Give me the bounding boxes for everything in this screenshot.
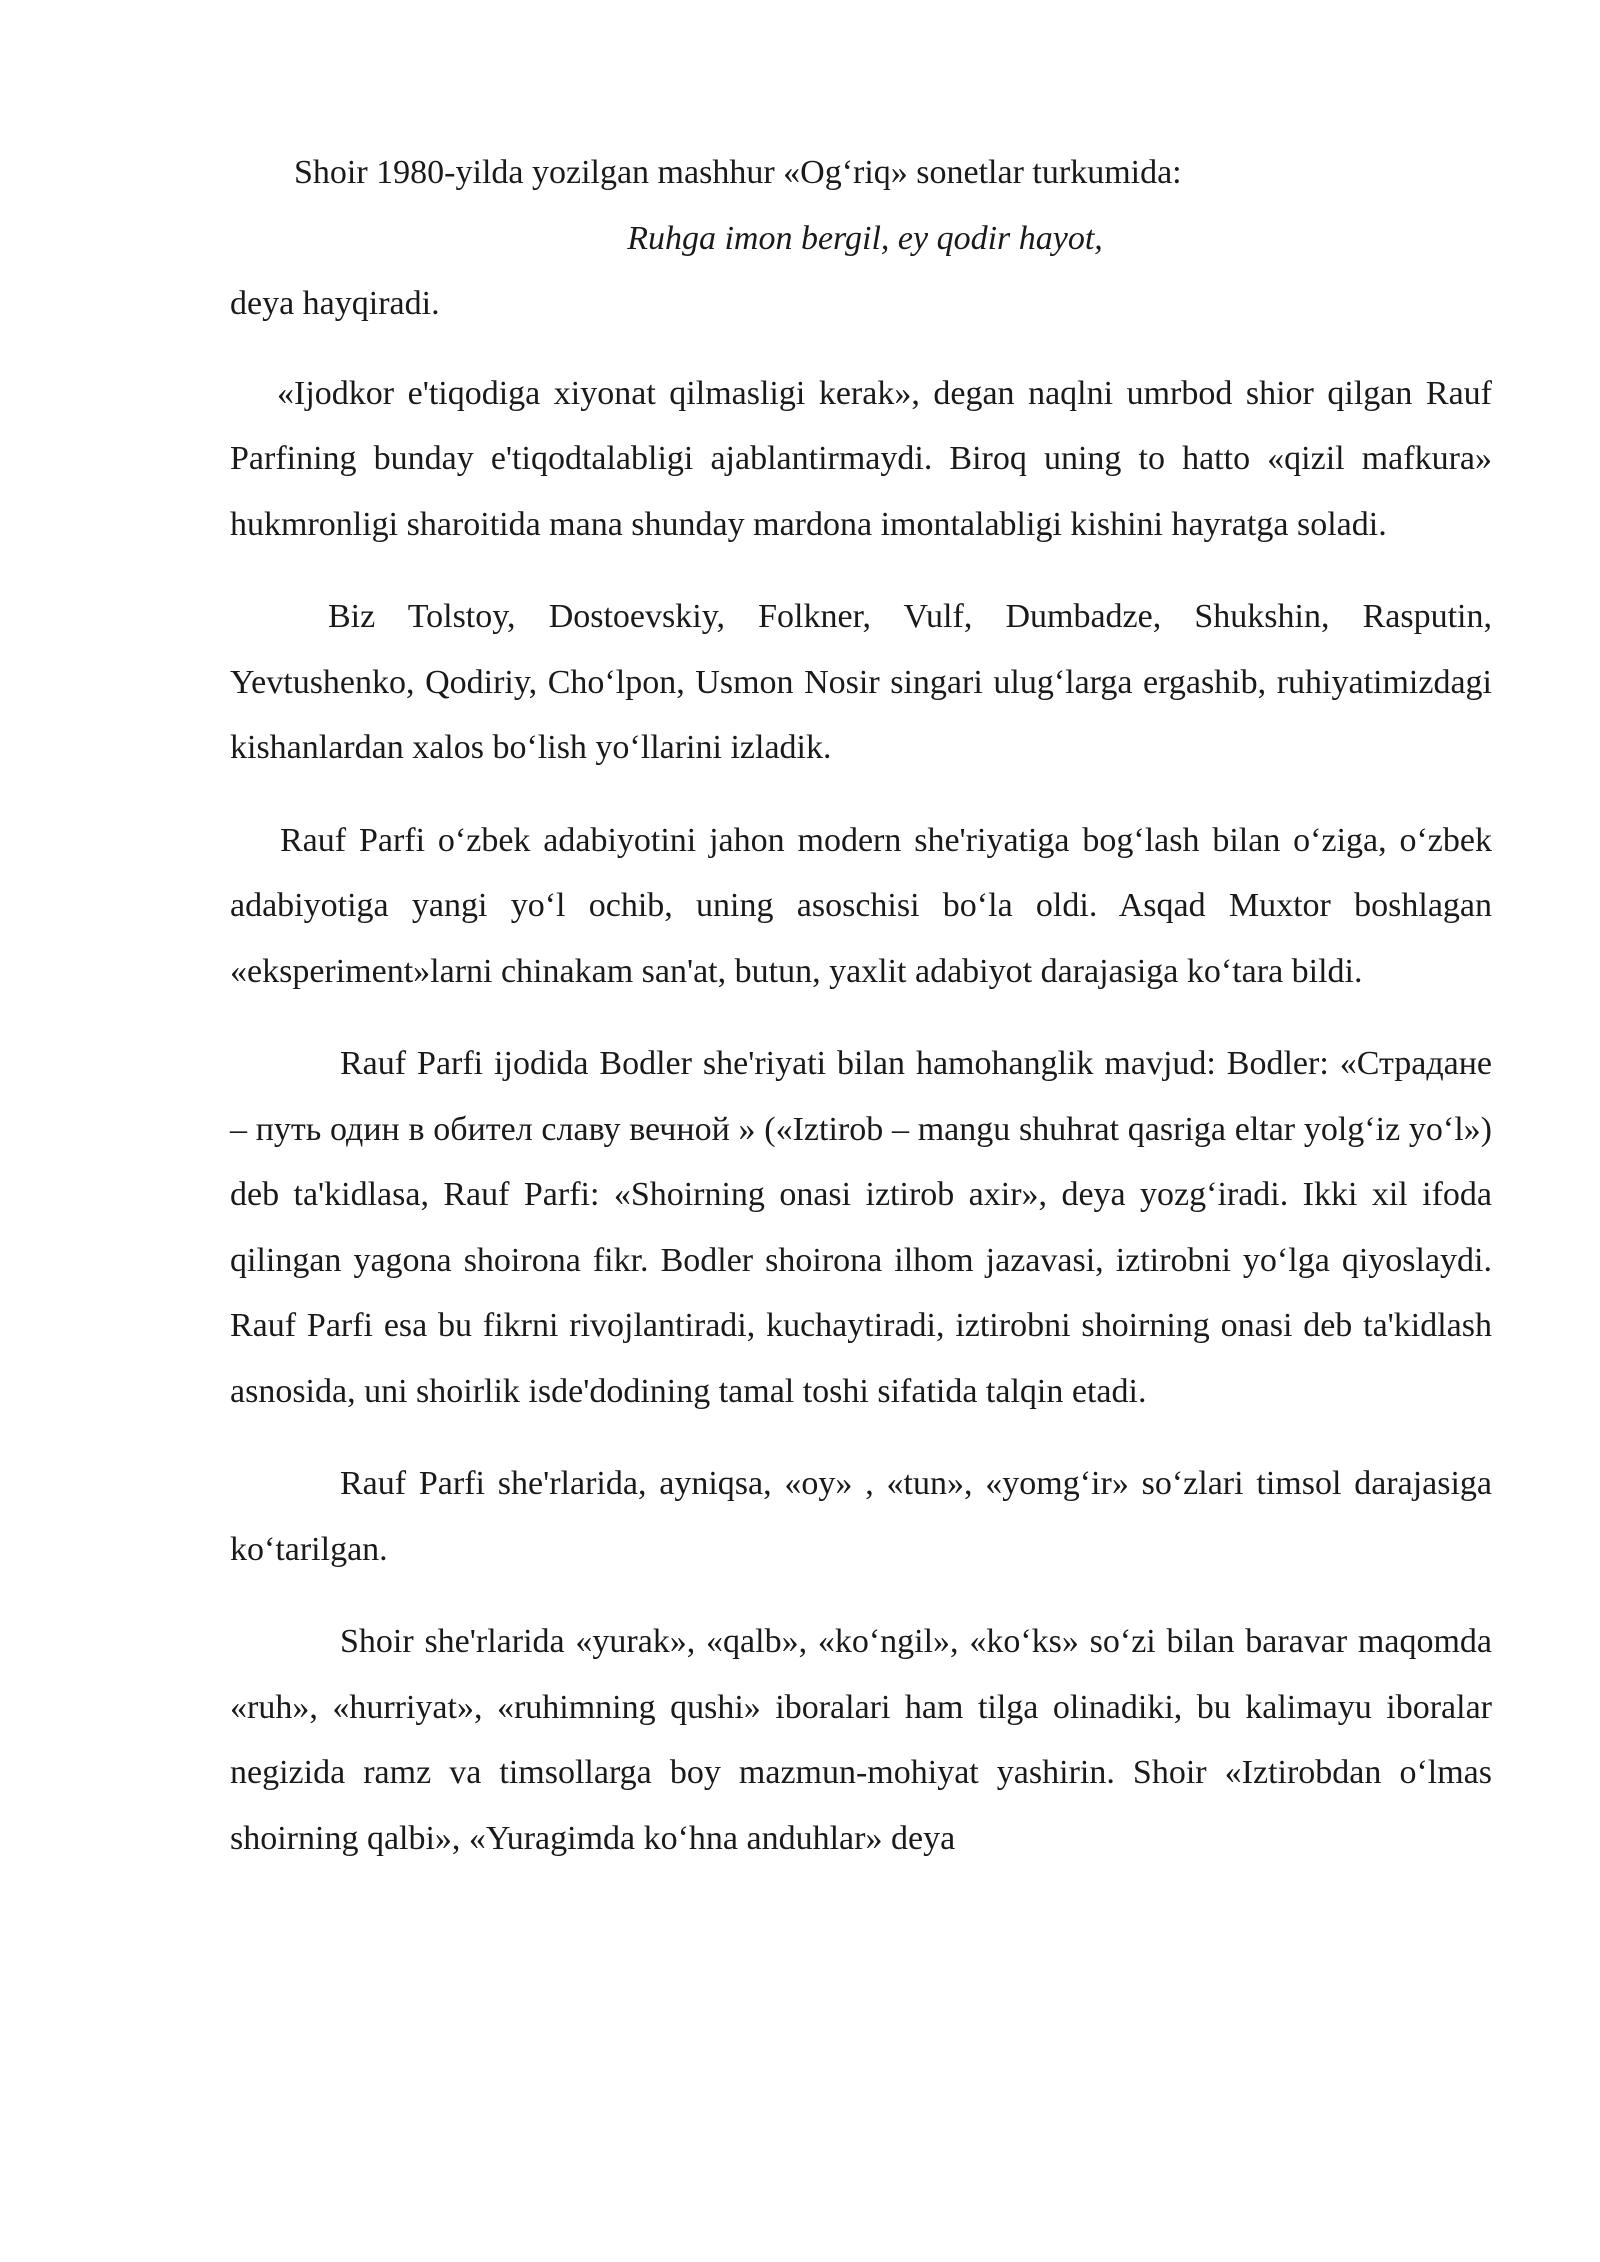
paragraph-gap xyxy=(230,1582,1492,1609)
paragraph-heart: Shoir she'rlarida «yurak», «qalb», «ko‘ngil», «ko‘ks» so‘zi bilan baravar maqomda «ruh», «hurriyat», «ruhimning qushi» iboralari ham tilga olinadiki, bu kalimayu iboralar negizida ramz va timsollarga boy mazmun-mohiyat yashirin. Shoir «Iztirobdan o‘lmas shoirning qalbi», «Yuragimda ko‘hna anduhlar» deya xyxy=(230,1623,1492,1857)
paragraph-symbols: Rauf Parfi she'rlarida, ayniqsa, «oy» , «tun», «yomg‘ir» so‘zlari timsol darajasiga ko‘tarilgan. xyxy=(230,1465,1492,1568)
paragraph-bodler: Rauf Parfi ijodida Bodler she'riyati bilan hamohanglik mavjud: Bodler: «Страдане – путь один в обител славу вечной » («Iztirob – mangu shuhrat qasriga eltar yolg‘iz yo‘l») deb ta'kidlasa, Rauf Parfi: «Shoirning onasi iztirob axir», deya yozg‘iradi. Ikki xil ifoda qilingan yagona shoirona fikr. Bodler shoirona ilhom jazavasi, iztirobni yo‘lga qiyoslaydi. Rauf Parfi esa bu fikrni rivojlantiradi, kuchaytiradi, iztirobni shoirning onasi deb ta'kidlash asnosida, uni shoirlik isde'dodining tamal toshi sifatida talqin etadi. xyxy=(230,1045,1492,1410)
epigraph-quote: Ruhga imon bergil, ey qodir hayot, xyxy=(627,219,1103,257)
paragraph-gap xyxy=(230,781,1492,808)
paragraph-gap xyxy=(230,557,1492,584)
paragraph-gap xyxy=(230,1424,1492,1451)
paragraph-ijodkor: «Ijodkor e'tiqodiga xiyonat qilmasligi kerak», degan naqlni umrbod shior qilgan Rauf Parfining bunday e'tiqodtalabligi ajablantirmaydi. Biroq uning to hatto «qizil mafkura» hukmronligi sharoitida mana shunday mardona imontalabligi kishini hayratga soladi. xyxy=(230,374,1492,543)
paragraph-modern-poetry: Rauf Parfi o‘zbek adabiyotini jahon modern she'riyatiga bog‘lash bilan o‘ziga, o‘zbek adabiyotiga yangi yo‘l ochib, uning asoschisi bo‘la oldi. Asqad Muxtor boshlagan «eksperiment»larni chinakam san'at, butun, yaxlit adabiyot darajasiga ko‘tara bildi. xyxy=(230,821,1492,990)
document-body xyxy=(230,140,1492,1871)
paragraph-gap xyxy=(230,337,1492,361)
paragraph-gap xyxy=(230,1004,1492,1031)
paragraph-intro: Shoir 1980-yilda yozilgan mashhur «Og‘riq» sonetlar turkumida: xyxy=(294,154,1182,191)
paragraph-continuation: deya hayqiradi. xyxy=(230,285,440,322)
paragraph-writers: Biz Tolstoy, Dostoevskiy, Folkner, Vulf, Dumbadze, Shukshin, Rasputin, Yevtushenko, Qodiriy, Cho‘lpon, Usmon Nosir singari ulug‘larga ergashib, ruhiyatimizdagi kishanlardan xalos bo‘lish yo‘llarini izladik. xyxy=(230,598,1492,766)
